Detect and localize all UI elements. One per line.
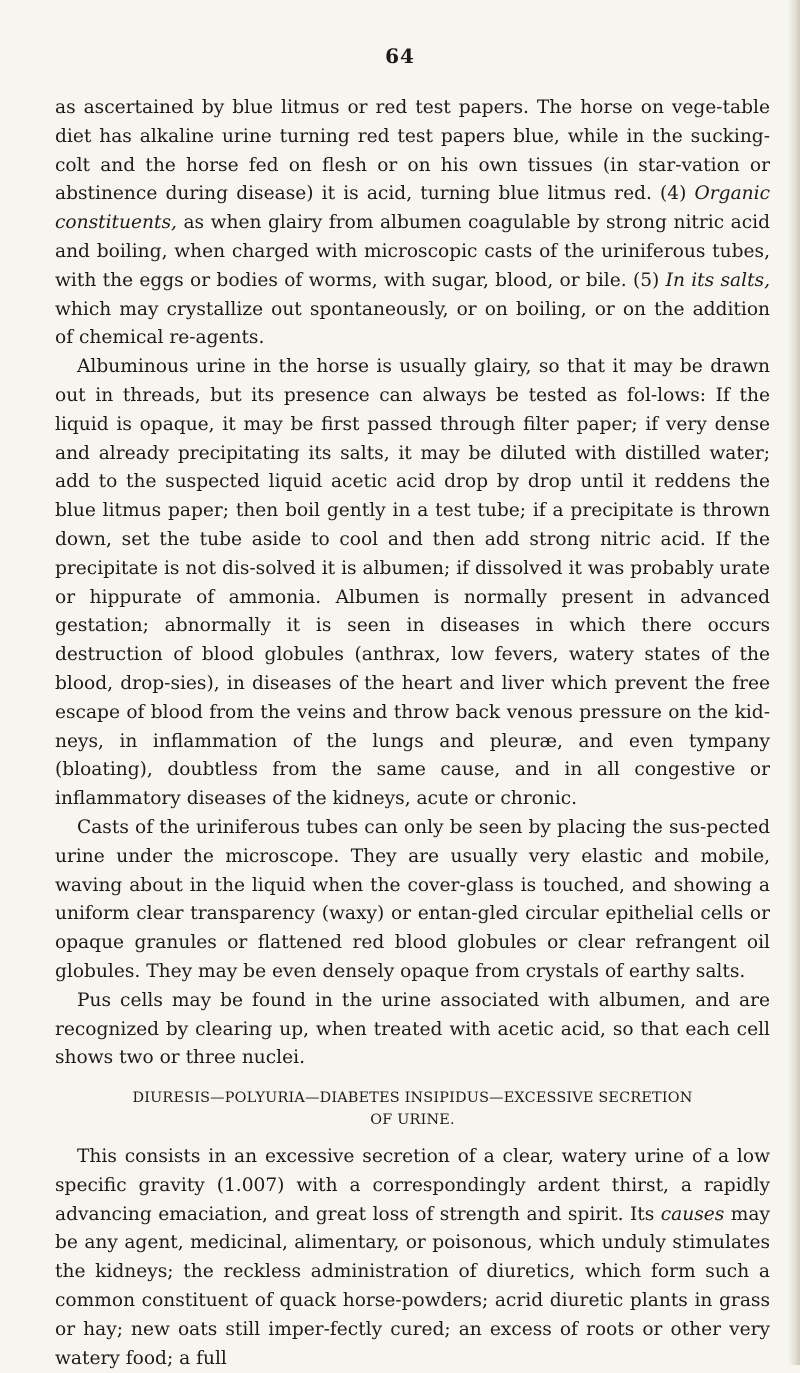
page-edge: [788, 0, 800, 1365]
text-run: This consists in an excessive secretion of a clear, watery urine of a low specific gravity (1.007) with a correspondingly ardent thirst, a rapidly advancing emaciation, and great loss of strength and spirit. Its: [55, 1146, 770, 1225]
text-run: which may crystallize out spontaneously, or on boiling, or on the addition of chemical re-agents.: [55, 298, 770, 349]
paragraph-p1: [55, 94, 770, 353]
text-run: Casts of the uriniferous tubes can only be seen by placing the sus-pected urine under the microscope. They are usually very elastic and mobile, waving about in the liquid when the cover-glass is touched, and showing a uniform clear transparency (waxy) or entan-gled circular epithelial cells or opaque granules or flattened red blood globules or clear refrangent oil globules. They may be even densely opaque from crystals of earthy salts.: [55, 816, 770, 982]
paragraph-p3: [55, 814, 770, 987]
section-heading-line-1: DIURESIS—POLYURIA—DIABETES INSIPIDUS—EXCESSIVE SECRETION: [132, 1090, 693, 1107]
page-number: 64: [385, 44, 415, 68]
text-run: as when glairy from albumen coagulable by strong nitric acid and boiling, when charged with microscopic casts of the uriniferous tubes, with the eggs or bodies of worms, with sugar, blood, or bile. (5): [55, 212, 770, 291]
paragraph-p2: [55, 353, 770, 814]
text-run: Albuminous urine in the horse is usually glairy, so that it may be drawn out in threads, but its presence can always be tested as fol-lows: If the liquid is opaque, it may be first passed through filter paper; if very dense and already precipitating its salts, it may be diluted with distilled water; add to the suspected liquid acetic acid drop by drop until it reddens the blue litmus paper; then boil gently in a test tube; if a precipitate is thrown down, set the tube aside to cool and then add strong nitric acid. If the precipitate is not dis-solved it is albumen; if dissolved it was probably urate or hippurate of ammonia. Albumen is normally present in advanced gestation; abnormally it is seen in diseases in which there occurs destruction of blood globules (anthrax, low fevers, watery states of the blood, drop-sies), in diseases of the heart and liver which prevent the free escape of blood from the veins and throw back venous pressure on the kid-neys, in inflammation of the lungs and pleuræ, and even tympany (bloating), doubtless from the same cause, and in all congestive or inflammatory diseases of the kidneys, acute or chronic.: [55, 356, 770, 810]
body-text: [55, 94, 770, 1373]
text-run: Pus cells may be found in the urine associated with albumen, and are recognized by clearing up, when treated with acetic acid, so that each cell shows two or three nuclei.: [55, 989, 770, 1069]
italic-phrase: causes: [660, 1203, 725, 1225]
paragraphs-after-heading: [55, 1143, 770, 1373]
italic-phrase: In its salts,: [665, 269, 770, 291]
paragraphs-before-heading: [55, 94, 770, 1073]
section-heading: [55, 1087, 770, 1131]
text-run: may be any agent, medicinal, alimentary, or poisonous, which unduly stimulates the kidneys; the reckless administration of diuretics, which form such a common constituent of quack horse-powders; acrid diuretic plants in grass or hay; new oats still imper-fectly cured; an excess of roots or other very watery food; a full: [55, 1203, 771, 1369]
section-heading-line-2: OF URINE.: [370, 1112, 455, 1129]
paragraph-p4: [55, 987, 770, 1073]
italic-phrase: Organic constituents,: [55, 183, 770, 234]
text-run: as ascertained by blue litmus or red test papers. The horse on vege-table diet has alkaline urine turning red test papers blue, while in the sucking-colt and the horse fed on flesh or on his own tissues (in star-vation or abstinence during disease) it is acid, turning blue litmus red. (4): [55, 97, 770, 205]
paragraph-p5: [55, 1143, 770, 1373]
